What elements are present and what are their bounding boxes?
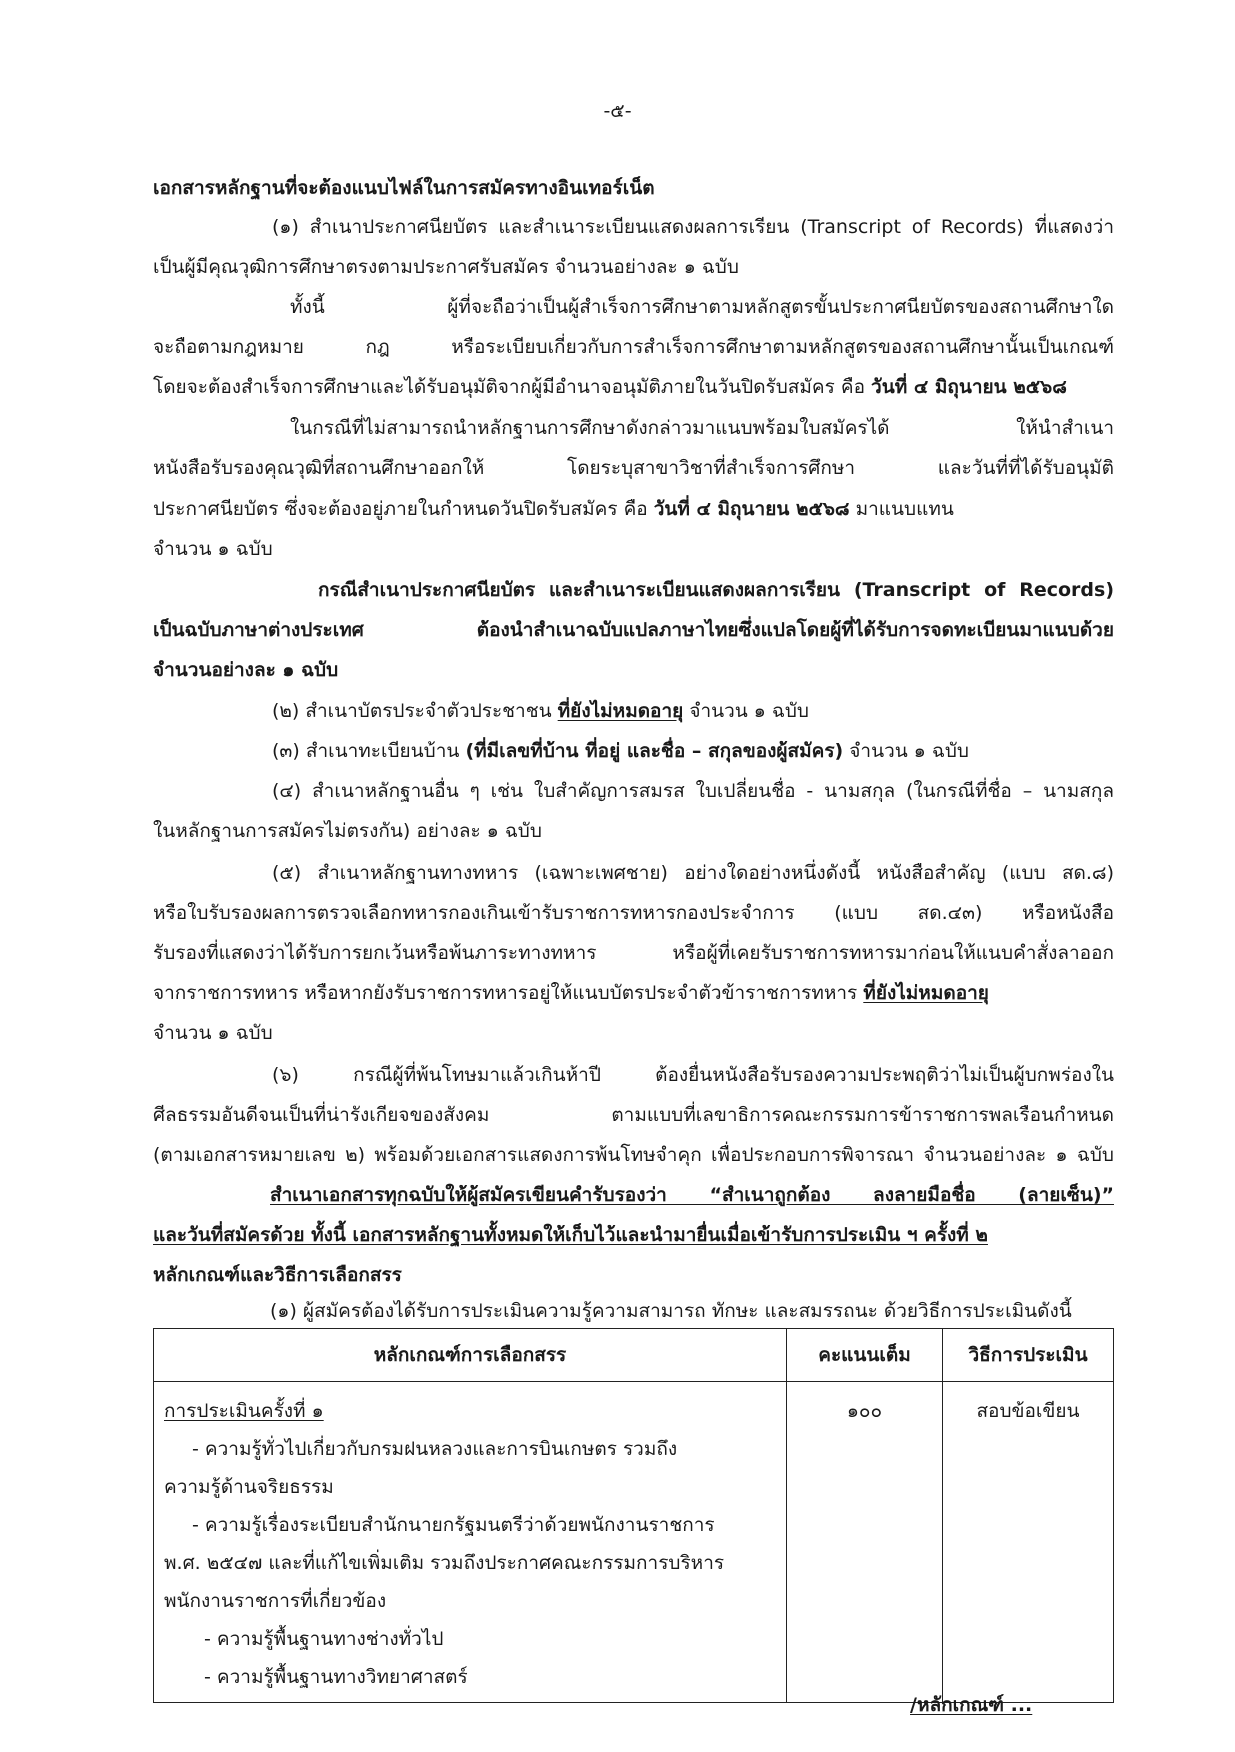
doc-item-5-line-2: หรือใบรับรองผลการตรวจเลือกทหารกองเกินเข้ารับราชการทหารกองประจำการ (แบบ สด.๔๓) หรือหนังสือ	[153, 902, 1114, 924]
criteria-item: - ความรู้พื้นฐานทางช่างทั่วไป	[204, 1628, 444, 1650]
doc-item-5-emphasis: ที่ยังไม่หมดอายุ	[863, 982, 989, 1004]
next-page-marker: /หลักเกณฑ์ ...	[910, 1694, 1033, 1716]
paragraph-3-line-1: ในกรณีที่ไม่สามารถนำหลักฐานการศึกษาดังกล่าวมาแนบพร้อมใบสมัครได้ ให้นำสำเนา	[290, 417, 1114, 439]
page-number: -๕-	[603, 100, 632, 122]
doc-item-5-line-4-text: จากราชการทหาร หรือหากยังรับราชการทหารอยู่ให้แนบบัตรประจำตัวข้าราชการทหาร	[153, 982, 864, 1004]
doc-item-3	[272, 738, 969, 764]
header-method: วิธีการประเมิน	[943, 1329, 1114, 1382]
foreign-doc-line-2: เป็นฉบับภาษาต่างประเทศ ต้องนำสำเนาฉบับแปลภาษาไทยซึ่งแปลโดยผู้ที่ได้รับการจดทะเบียนมาแนบด้วย	[153, 619, 1114, 641]
method-value: สอบข้อเขียน	[976, 1400, 1080, 1422]
header-full-score: คะแนนเต็ม	[787, 1329, 943, 1382]
criteria-item: - ความรู้เรื่องระเบียบสำนักนายกรัฐมนตรีว่าด้วยพนักงานราชการ	[192, 1514, 715, 1536]
paragraph-2-line-3-text: โดยจะต้องสำเร็จการศึกษาและได้รับอนุมัติจากผู้มีอำนาจอนุมัติภายในวันปิดรับสมัคร คือ	[153, 376, 872, 398]
foreign-doc-line-3: จำนวนอย่างละ ๑ ฉบับ	[153, 659, 339, 681]
certify-note-line-1: สำเนาเอกสารทุกฉบับให้ผู้สมัครเขียนคำรับรองว่า “สำเนาถูกต้อง ลงลายมือชื่อ (ลายเซ็น)”	[270, 1184, 1114, 1206]
doc-item-2-end: จำนวน ๑ ฉบับ	[683, 700, 809, 722]
doc-item-3-emphasis: (ที่มีเลขที่บ้าน ที่อยู่ และชื่อ – สกุลของผู้สมัคร)	[465, 740, 844, 762]
foreign-doc-line-1: กรณีสำเนาประกาศนียบัตร และสำเนาระเบียนแสดงผลการเรียน (Transcript of Records)	[318, 579, 1114, 601]
doc-item-1-line-2: เป็นผู้มีคุณวุฒิการศึกษาตรงตามประกาศรับสมัคร จำนวนอย่างละ ๑ ฉบับ	[153, 256, 739, 278]
header-criteria: หลักเกณฑ์การเลือกสรร	[154, 1329, 787, 1382]
doc-item-4-line-1: (๔) สำเนาหลักฐานอื่น ๆ เช่น ใบสำคัญการสมรส ใบเปลี่ยนชื่อ - นามสกุล (ในกรณีที่ชื่อ – นามสกุล	[272, 780, 1114, 802]
criteria-intro: (๑) ผู้สมัครต้องได้รับการประเมินความรู้ความสามารถ ทักษะ และสมรรถนะ ด้วยวิธีการประเมินดังนี้	[270, 1300, 1072, 1322]
certify-note-line-2: และวันที่สมัครด้วย ทั้งนี้ เอกสารหลักฐานทั้งหมดให้เก็บไว้และนำมายื่นเมื่อเข้ารับการประเมิน ฯ ครั้งที่ ๒	[153, 1224, 988, 1246]
section-heading-criteria: หลักเกณฑ์และวิธีการเลือกสรร	[153, 1264, 402, 1286]
doc-item-5-line-4	[153, 980, 989, 1006]
paragraph-2-line-1: ทั้งนี้ ผู้ที่จะถือว่าเป็นผู้สำเร็จการศึกษาตามหลักสูตรขั้นประกาศนียบัตรของสถานศึกษาใด	[290, 296, 1114, 318]
criteria-item: - ความรู้พื้นฐานทางวิทยาศาสตร์	[204, 1666, 468, 1688]
paragraph-2-line-2: จะถือตามกฎหมาย กฎ หรือระเบียบเกี่ยวกับการสำเร็จการศึกษาตามหลักสูตรของสถานศึกษานั้นเป็นเกณฑ์	[153, 336, 1114, 358]
paragraph-3-line-3	[153, 496, 954, 522]
doc-item-1-line-1: (๑) สำเนาประกาศนียบัตร และสำเนาระเบียนแสดงผลการเรียน (Transcript of Records) ที่แสดงว่า	[272, 216, 1114, 238]
criteria-cell	[154, 1382, 787, 1703]
paragraph-3-line-4: จำนวน ๑ ฉบับ	[153, 538, 273, 560]
doc-item-5-line-1: (๕) สำเนาหลักฐานทางทหาร (เฉพาะเพศชาย) อย่างใดอย่างหนึ่งดังนี้ หนังสือสำคัญ (แบบ สด.๘)	[272, 862, 1114, 884]
doc-item-4-line-2: ในหลักฐานการสมัครไม่ตรงกัน) อย่างละ ๑ ฉบับ	[153, 820, 542, 842]
criteria-item: พ.ศ. ๒๕๔๗ และที่แก้ไขเพิ่มเติม รวมถึงประกาศคณะกรรมการบริหาร	[164, 1552, 725, 1574]
doc-item-2	[272, 698, 809, 724]
doc-item-2-emphasis: ที่ยังไม่หมดอายุ	[557, 700, 684, 722]
criteria-table	[153, 1328, 1114, 1703]
doc-item-5-line-5: จำนวน ๑ ฉบับ	[153, 1022, 273, 1044]
doc-item-2-text: (๒) สำเนาบัตรประจำตัวประชาชน	[272, 700, 558, 722]
criteria-item: พนักงานราชการที่เกี่ยวข้อง	[164, 1590, 387, 1612]
paragraph-3-line-2: หนังสือรับรองคุณวุฒิที่สถานศึกษาออกให้ โดยระบุสาขาวิชาที่สำเร็จการศึกษา และวันที่ที่ได้รับอนุมัติ	[153, 457, 1114, 479]
full-score-cell	[787, 1382, 943, 1703]
doc-item-6-line-1: (๖) กรณีผู้ที่พ้นโทษมาแล้วเกินห้าปี ต้องยื่นหนังสือรับรองความประพฤติว่าไม่เป็นผู้บกพร่องใน	[272, 1064, 1114, 1086]
doc-item-6-line-2: ศีลธรรมอันดีจนเป็นที่น่ารังเกียจของสังคม ตามแบบที่เลขาธิการคณะกรรมการข้าราชการพลเรือนกำหนด	[153, 1104, 1114, 1126]
doc-item-5-line-3: รับรองที่แสดงว่าได้รับการยกเว้นหรือพ้นภาระทางทหาร หรือผู้ที่เคยรับราชการทหารมาก่อนให้แนบคำสั่งลาออก	[153, 942, 1114, 964]
doc-item-3-end: จำนวน ๑ ฉบับ	[843, 740, 969, 762]
closing-date: วันที่ ๔ มิถุนายน ๒๕๖๘	[871, 376, 1067, 398]
doc-item-3-text: (๓) สำเนาทะเบียนบ้าน	[272, 740, 466, 762]
table-row	[154, 1382, 1114, 1703]
paragraph-3-line-3-text: ประกาศนียบัตร ซึ่งจะต้องอยู่ภายในกำหนดวันปิดรับสมัคร คือ	[153, 498, 654, 520]
closing-date-2: วันที่ ๔ มิถุนายน ๒๕๖๘	[653, 498, 850, 520]
full-score-value: ๑๐๐	[846, 1400, 883, 1422]
table-header-row	[154, 1329, 1114, 1382]
criteria-item: ความรู้ด้านจริยธรรม	[164, 1476, 334, 1498]
doc-item-6-line-3: (ตามเอกสารหมายเลข ๒) พร้อมด้วยเอกสารแสดงการพ้นโทษจำคุก เพื่อประกอบการพิจารณา จำนวนอย่างละ ๑ ฉบับ	[153, 1144, 1114, 1166]
criteria-item: - ความรู้ทั่วไปเกี่ยวกับกรมฝนหลวงและการบินเกษตร รวมถึง	[192, 1438, 678, 1460]
section-heading-documents: เอกสารหลักฐานที่จะต้องแนบไฟล์ในการสมัครทางอินเทอร์เน็ต	[153, 177, 655, 199]
method-cell	[943, 1382, 1114, 1703]
round-title: การประเมินครั้งที่ ๑	[164, 1400, 324, 1422]
paragraph-3-line-3-end: มาแนบแทน	[849, 498, 954, 520]
paragraph-2-line-3	[153, 374, 1067, 400]
